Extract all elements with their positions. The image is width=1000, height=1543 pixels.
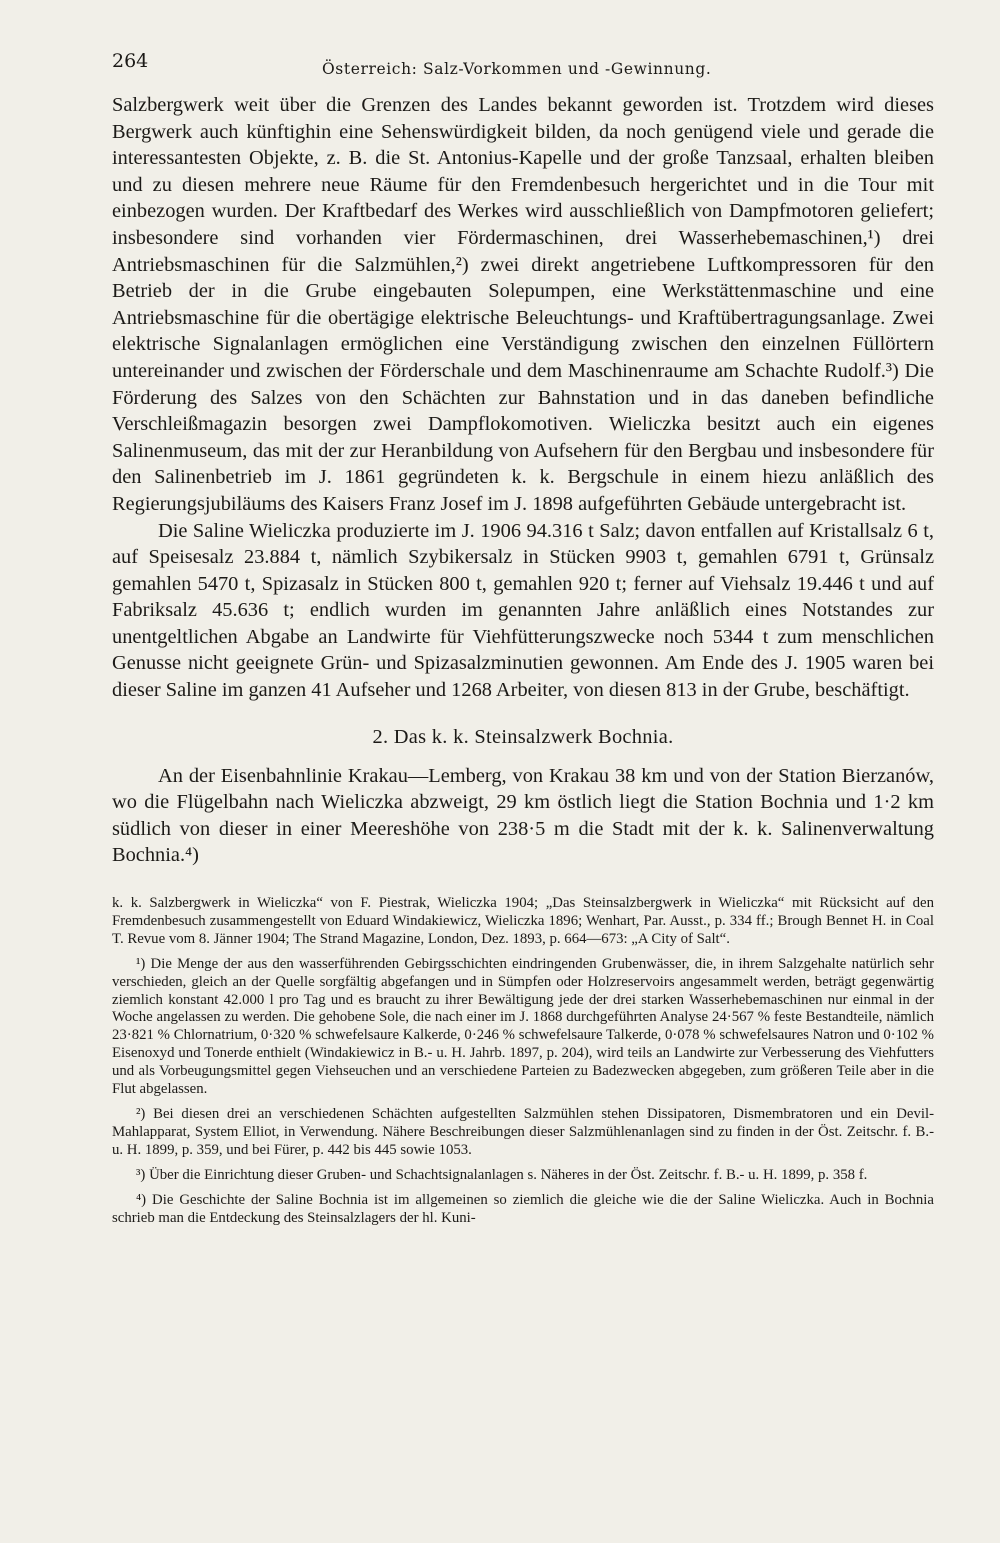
- paragraph-1: Salzbergwerk weit über die Grenzen des Landes bekannt geworden ist. Trotzdem wird dieses Bergwerk auch künftighin eine Sehenswürdigkeit bilden, da noch genügend viele und gerade die interessantesten Objekte, z. B. die St. Antonius-Kapelle und der große Tanzsaal, erhalten bleiben und zu diesen mehrere neue Räume für den Fremdenbesuch hergerichtet und in die Tour mit einbezogen wurden. Der Kraftbedarf des Werkes wird ausschließlich von Dampfmotoren geliefert; insbesondere sind vorhanden vier Fördermaschinen, drei Wasserhebemaschinen,¹) drei Antriebsmaschinen für die Salzmühlen,²) zwei direkt angetriebene Luftkompressoren für den Betrieb der in die Grube eingebauten Solepumpen, eine Werkstättenmaschine und eine Antriebsmaschine für die obertägige elektrische Beleuchtungs- und Kraftübertragungsanlage. Zwei elektrische Signalanlagen ermöglichen eine Verständigung zwischen den einzelnen Füllörtern untereinander und zwischen der Förderschale und dem Maschinenraume am Schachte Rudolf.³) Die Förderung des Salzes von den Schächten zur Bahnstation und in das daneben befindliche Verschleißmagazin besorgen zwei Dampflokomotiven. Wieliczka besitzt auch ein eigenes Salinenmuseum, das mit der zur Heranbildung von Aufsehern für den Bergbau und insbesondere für den Salinenbetrieb im J. 1861 gegründeten k. k. Bergschule in einem hiezu anläßlich des Regierungsjubiläums des Kaisers Franz Josef im J. 1898 aufgeführten Gebäude untergebracht ist.: [112, 94, 934, 515]
- footnote-1: ¹) Die Menge der aus den wasserführenden Gebirgsschichten eindringenden Grubenwässer, die, in ihrem Salzgehalte natürlich sehr verschieden, gleich an der Quelle sorgfältig abgefangen und in Sümpfen oder Holzreservoirs angesammelt werden, beträgt gegenwärtig ziemlich konstant 42.000 l pro Tag und es braucht zu ihrer Bewältigung jede der drei starken Wasserhebemaschinen nur einmal in der Woche angelassen zu werden. Die gehobene Sole, die nach einer im J. 1868 durchgeführten Analyse 24·567 % feste Bestandteile, nämlich 23·821 % Chlornatrium, 0·320 % schwefelsaure Kalkerde, 0·246 % schwefelsaure Talkerde, 0·078 % schwefelsaures Natron und 0·102 % Eisenoxyd und Tonerde enthielt (Windakiewicz in B.- u. H. Jahrb. 1897, p. 204), wird teils an Landwirte zur Verbesserung des Viehfutters und als Vorbeugungsmittel gegen Viehseuchen und an verschiedene Parteien zu Badezwecken abgegeben, zum größeren Teile aber in die Flut abgelassen.: [112, 955, 934, 1098]
- footnote-2: ²) Bei diesen drei an verschiedenen Schächten aufgestellten Salzmühlen stehen Dissipatoren, Dismembratoren und ein Devil-Mahlapparat, System Elliot, in Verwendung. Nähere Beschreibungen dieser Salzmühlenanlagen sind zu finden in der Öst. Zeitschr. f. B.- u. H. 1899, p. 359, und bei Fürer, p. 442 bis 445 sowie 1053.: [112, 1106, 934, 1158]
- footnotes: [112, 895, 934, 1227]
- main-text: [112, 92, 934, 704]
- footnote-4: ⁴) Die Geschichte der Saline Bochnia ist im allgemeinen so ziemlich die gleiche wie die der Saline Wieliczka. Auch in Bochnia schrieb man die Entdeckung des Steinsalzlagers der hl. Kuni-: [112, 1191, 934, 1226]
- running-head: [112, 44, 934, 84]
- paragraph-2: Die Saline Wieliczka produzierte im J. 1906 94.316 t Salz; davon entfallen auf Kristallsalz 6 t, auf Speisesalz 23.884 t, nämlich Szybikersalz in Stücken 9903 t, gemahlen 6791 t, Grünsalz gemahlen 5470 t, Spizasalz in Stücken 800 t, gemahlen 920 t; ferner auf Viehsalz 19.446 t und auf Fabriksalz 45.636 t; endlich wurden im genannten Jahre anläßlich eines Notstandes zur unentgeltlichen Abgabe an Landwirte für Viehfütterungszwecke noch 5344 t zum menschlichen Genusse nicht geeignete Grün- und Spizasalzminutien gewonnen. Am Ende des J. 1905 waren bei dieser Saline im ganzen 41 Aufseher und 1268 Arbeiter, von diesen 813 in der Grube, beschäftigt.: [112, 519, 934, 702]
- running-title: Österreich: Salz-Vorkommen und -Gewinnung.: [322, 60, 712, 78]
- section-heading: 2. Das k. k. Steinsalzwerk Bochnia.: [372, 725, 674, 748]
- page-number: 264: [112, 50, 149, 72]
- paragraph-3: An der Eisenbahnlinie Krakau—Lemberg, von Krakau 38 km und von der Station Bierzanów, wo die Flügelbahn nach Wieliczka abzweigt, 29 km östlich liegt die Station Bochnia und 1·2 km südlich von dieser in einer Meereshöhe von 238·5 m die Stadt mit der k. k. Salinenverwaltung Bochnia.⁴): [112, 764, 934, 867]
- section-text: [112, 763, 934, 869]
- footnote-continuation: k. k. Salzbergwerk in Wieliczka“ von F. Piestrak, Wieliczka 1904; „Das Steinsalzbergwerk in Wieliczka“ mit Rücksicht auf den Fremdenbesuch zusammengestellt von Eduard Windakiewicz, Wieliczka 1896; Wenhart, Par. Ausst., p. 334 ff.; Brough Bennet H. in Coal T. Revue vom 8. Jänner 1904; The Strand Magazine, London, Dez. 1893, p. 664—673: „A City of Salt“.: [112, 895, 934, 947]
- footnote-3: ³) Über die Einrichtung dieser Gruben- und Schachtsignalanlagen s. Näheres in der Öst. Zeitschr. f. B.- u. H. 1899, p. 358 f.: [136, 1166, 868, 1183]
